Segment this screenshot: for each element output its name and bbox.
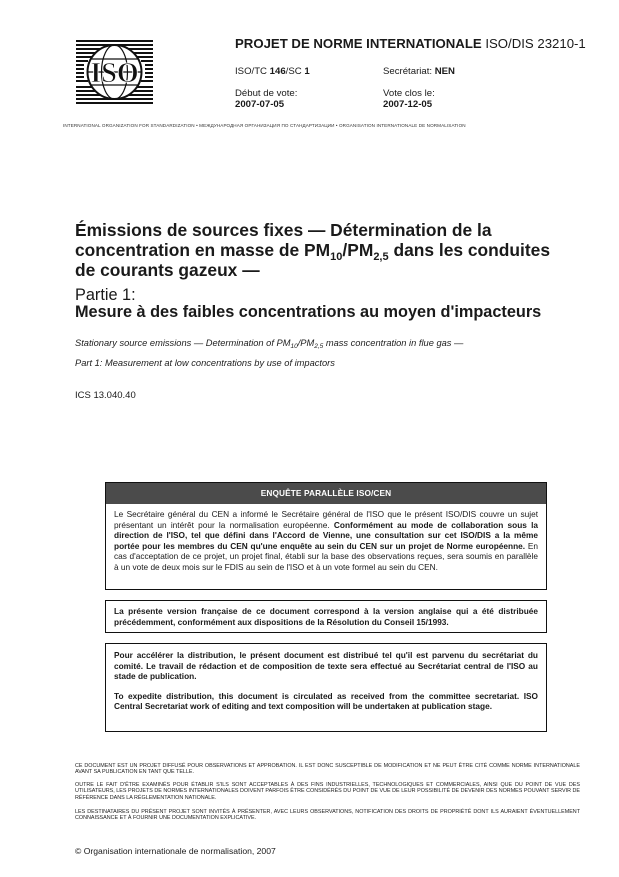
- svg-text:ISO: ISO: [90, 58, 139, 89]
- french-version-note: La présente version française de ce document correspond à la version anglaise qui a été distribuée précédemment, conformément aux dispositions de la Résolution du Conseil 15/1993.: [114, 606, 538, 627]
- committee-tc-number: 146: [269, 66, 286, 77]
- pm10-subscript: 10: [290, 343, 298, 350]
- document-number: ISO/DIS 23210-1: [485, 36, 586, 51]
- parallel-enquiry-body: [106, 504, 546, 572]
- french-title-pm: /PM: [342, 240, 374, 260]
- pm25-subscript: 2,5: [314, 343, 324, 350]
- french-title-part1: Émissions de sources fixes — Détermination de la concentration en masse de PM: [75, 220, 492, 260]
- vote-start-label: Début de vote:: [235, 88, 298, 99]
- french-version-note-box: [105, 600, 547, 633]
- vote-end-date: 2007-12-05: [383, 99, 433, 110]
- french-title: [75, 220, 575, 280]
- pm25-subscript: 2,5: [373, 251, 389, 263]
- disclaimer-draft: CE DOCUMENT EST UN PROJET DIFFUSÉ POUR OBSERVATIONS ET APPROBATION. IL EST DONC SUSCEPTIBLE DE MODIFICATION ET NE PEUT ÊTRE CITÉ COMME NORME INTERNATIONALE AVANT SA PUBLICATION EN TANT QUE TELLE.: [75, 763, 580, 776]
- secretariat-label: Secrétariat:: [383, 66, 435, 77]
- secretariat-value: NEN: [434, 66, 455, 77]
- secretariat: [383, 66, 455, 77]
- parallel-enquiry-heading: ENQUÊTE PARALLÈLE ISO/CEN: [106, 483, 546, 504]
- english-part-title: Part 1: Measurement at low concentrations by use of impactors: [75, 358, 335, 368]
- committee-sc-prefix: /SC: [285, 66, 305, 77]
- enquiry-text-outro: En cas d'acceptation de ce projet, un projet final, établi sur la base des observations reçues, sera soumis en parallèle à un vote de deux mois sur le FDIS au sein de l'ISO et à un vote formel au sein du CEN.: [114, 540, 538, 572]
- committee-sc-number: 1: [304, 66, 310, 77]
- english-title-part2: mass concentration in flue gas —: [323, 338, 464, 348]
- part-label: Partie 1:: [75, 286, 136, 304]
- committee-prefix: ISO/TC: [235, 66, 270, 77]
- committee-reference: [235, 66, 310, 77]
- document-type-heading: [235, 36, 586, 51]
- distribution-note-en: To expedite distribution, this document is circulated as received from the committee secretariat. ISO Central Secretariat work of editing and text composition will be undertaken at publication stage.: [114, 690, 538, 711]
- disclaimer-examination: OUTRE LE FAIT D'ÊTRE EXAMINÉS POUR ÉTABLIR S'ILS SONT ACCEPTABLES À DES FINS INDUSTRIELLES, TECHNOLOGIQUES ET COMMERCIALES, AINSI QUE DU POINT DE VUE DES UTILISATEURS, LES PROJETS DE NORMES INTERNATIONALES DOIVENT PARFOIS ÊTRE CONSIDÉRÉS DU POINT DE VUE DE LEUR POSSIBILITÉ DE DEVENIR DES NORMES POUVANT SERVIR DE RÉFÉRENCE DANS LA RÉGLEMENTATION NATIONALE.: [75, 782, 580, 801]
- french-title-part2: dans les conduites de courants gazeux —: [75, 240, 550, 280]
- pm10-subscript: 10: [330, 251, 343, 263]
- iso-logo: [76, 40, 153, 104]
- parallel-enquiry-text: [114, 509, 538, 572]
- english-title-pm: /PM: [297, 338, 315, 348]
- copyright-notice: © Organisation internationale de normalisation, 2007: [75, 846, 276, 856]
- enquiry-text-intro: Le Secrétaire général du CEN a informé le Secrétaire général de l'ISO que le présent ISO/DIS couvre un sujet présentant un intérêt pour la normalisation européenne.: [114, 509, 538, 530]
- english-title-part1: Stationary source emissions — Determination of PM: [75, 338, 291, 348]
- document-type: PROJET DE NORME INTERNATIONALE: [235, 36, 482, 51]
- disclaimer-patent-rights: LES DESTINATAIRES DU PRÉSENT PROJET SONT INVITÉS À PRÉSENTER, AVEC LEURS OBSERVATIONS, NOTIFICATION DES DROITS DE PROPRIÉTÉ DONT ILS AURAIENT ÉVENTUELLEMENT CONNAISSANCE ET À FOURNIR UNE DOCUMENTATION EXPLICATIVE.: [75, 809, 580, 822]
- ics-code: ICS 13.040.40: [75, 390, 136, 401]
- enquiry-text-bold: Conformément au mode de collaboration sous la direction de l'ISO, tel que défini dans l'Accord de Vienne, une consultation sur cet ISO/DIS a la même portée pour les membres du CEN qu'une enquête au sein du CEN sur un projet de Norme européenne.: [114, 519, 539, 551]
- organization-names-line: INTERNATIONAL ORGANIZATION FOR STANDARDIZATION • МЕЖДУНАРОДНАЯ ОРГАНИЗАЦИЯ ПО СТАНДАРТИЗАЦИИ • ORGANISATION INTERNATIONALE DE NORMALISATION: [63, 123, 466, 128]
- vote-start-date: 2007-07-05: [235, 99, 285, 110]
- distribution-note-box: [105, 643, 547, 732]
- vote-end-label: Vote clos le:: [383, 88, 435, 99]
- parallel-enquiry-box: [105, 482, 547, 590]
- english-title: [75, 338, 463, 348]
- part-title: Mesure à des faibles concentrations au moyen d'impacteurs: [75, 303, 542, 321]
- distribution-note-fr: Pour accélérer la distribution, le présent document est distribué tel qu'il est parvenu du secrétariat du comité. Le travail de rédaction et de composition de texte sera effectué au Secrétariat central de l'ISO au stade de publication.: [114, 650, 538, 681]
